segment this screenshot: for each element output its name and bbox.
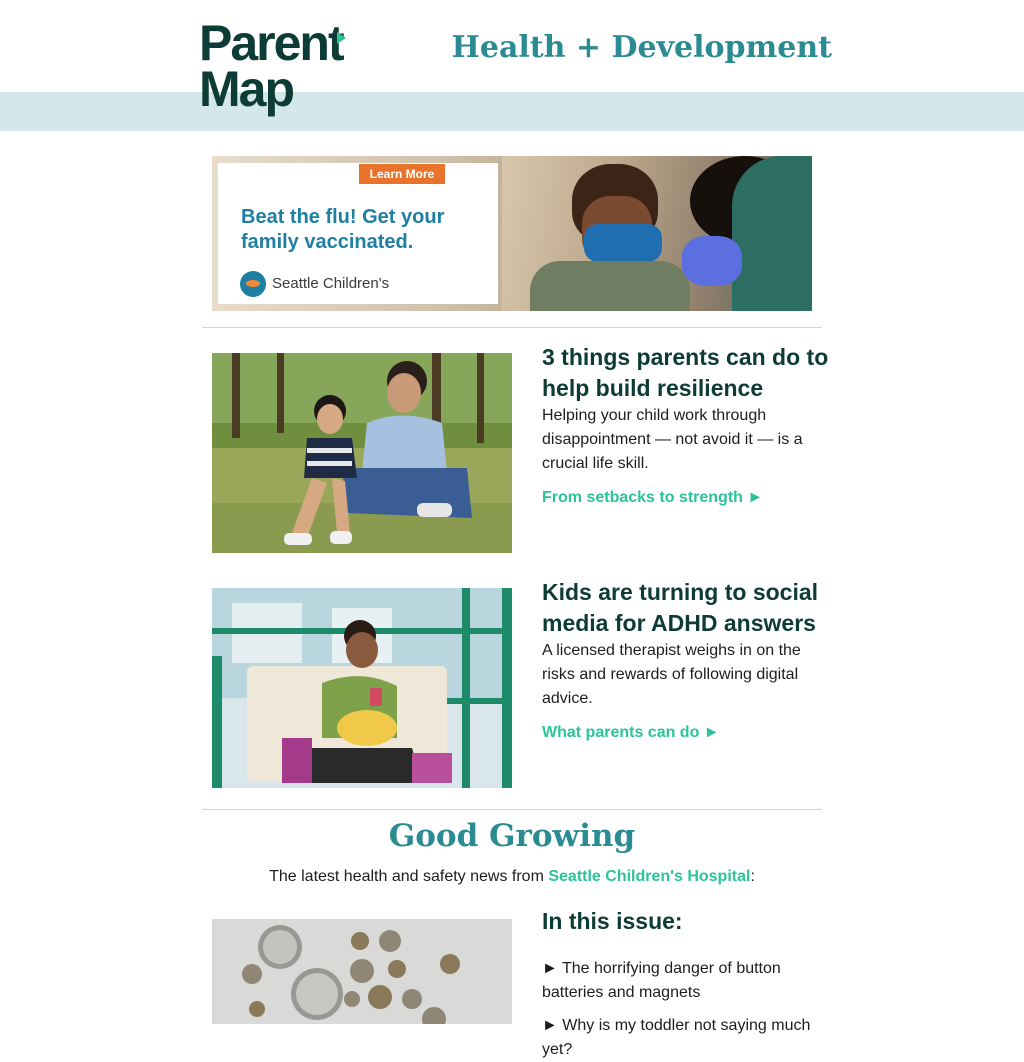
article-description-adhd: A licensed therapist weighs in on the risks and rewards of following digital advice. (542, 642, 801, 707)
good-growing-subtitle (0, 868, 1024, 886)
ad-photo-nurse (732, 156, 812, 311)
ad-photo-glove (682, 236, 742, 286)
subtitle-prefix: The latest health and safety news from (269, 868, 549, 885)
ad-photo-mask (584, 224, 662, 262)
in-this-issue-heading: In this issue: (542, 908, 683, 934)
logo-line-1: Parent (199, 15, 343, 71)
newsletter-section-title: Health + Development (451, 30, 832, 65)
ad-sponsor-name: Seattle Children's (272, 275, 390, 292)
parentmap-logo[interactable] (199, 16, 359, 120)
ad-learn-more-button[interactable]: Learn More (359, 164, 445, 184)
ad-headline: Beat the flu! Get your family vaccinated. (241, 206, 445, 253)
divider (202, 809, 822, 810)
logo-line-2: Map (199, 61, 293, 117)
issue-item-toddler[interactable]: ► Why is my toddler not saying much yet? (542, 1017, 811, 1058)
article-photo-father-son[interactable] (212, 353, 512, 553)
article-description-resilience: Helping your child work through disappointment — not avoid it — is a crucial life skill. (542, 407, 803, 472)
seattle-childrens-link[interactable]: Seattle Children's Hospital (548, 868, 751, 885)
divider (202, 327, 822, 328)
article-link-resilience[interactable]: From setbacks to strength ► (542, 489, 764, 506)
ad-photo-child-shirt (530, 261, 690, 311)
good-growing-title: Good Growing (388, 818, 636, 854)
article-title-adhd[interactable]: Kids are turning to social media for ADHD answers (542, 579, 819, 636)
seattle-childrens-logo-icon (240, 271, 266, 297)
article-title-resilience[interactable]: 3 things parents can do to help build resilience (542, 344, 829, 401)
article-photo-girl-phone[interactable] (212, 588, 512, 788)
subtitle-suffix: : (750, 868, 755, 885)
header-band (0, 92, 1024, 131)
sponsored-ad-banner[interactable] (212, 156, 812, 311)
ad-text-card (218, 163, 498, 304)
issue-item-batteries[interactable]: ► The horrifying danger of button batteries and magnets (542, 960, 781, 1001)
article-link-adhd[interactable]: What parents can do ► (542, 724, 720, 741)
logo-triangle-icon (337, 32, 346, 44)
good-growing-photo-batteries[interactable] (212, 919, 512, 1024)
